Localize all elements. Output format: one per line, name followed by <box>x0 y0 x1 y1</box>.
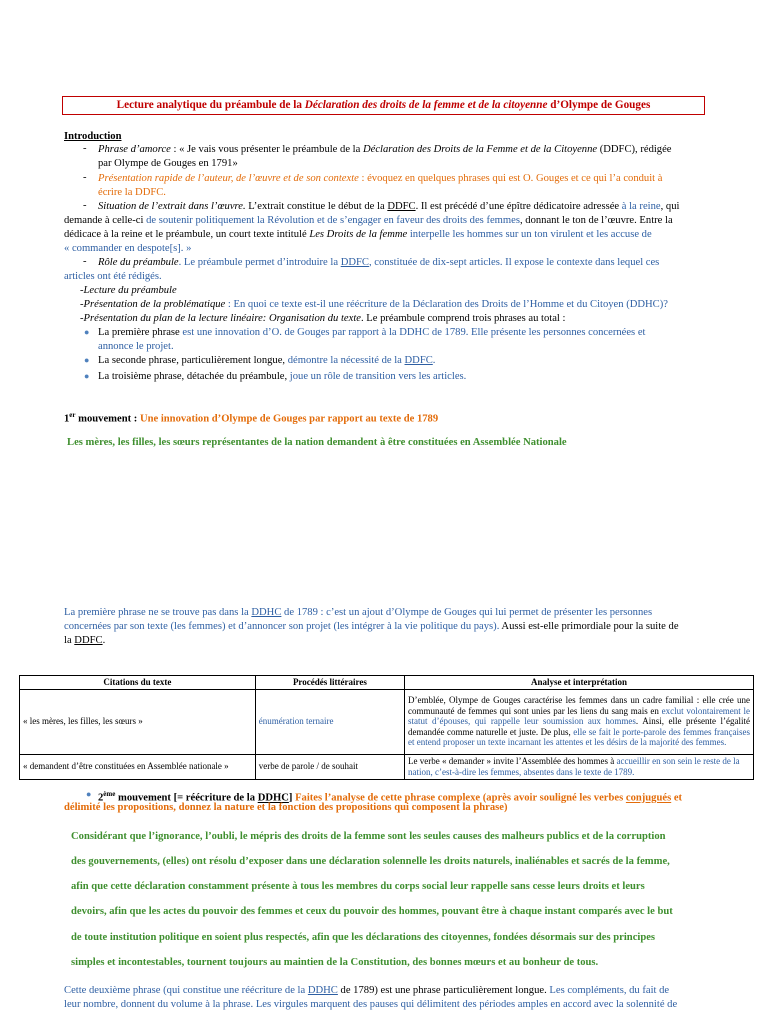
movement-1-line-1: La première phrase ne se trouve pas dans la DDHC de 1789 : c’est un ajout d’Olympe de Gouges qui lui permet de présenter les personnes <box>64 607 653 618</box>
intro-line-5: dédicace à la reine et le préambule, un court texte intitulé Les Droits de la femme interpelle les hommes sur un ton virulent et les accuse de <box>64 229 652 240</box>
green-text-line: de toute institution politique en soient plus respectés, afin que les déclarations des citoyennes, fondées désormais sur des principes <box>71 932 656 943</box>
table-row <box>20 754 754 779</box>
dash-marker: - <box>83 172 87 183</box>
intro-heading: Introduction <box>64 131 122 142</box>
intro-line-10: -Présentation de la problématique : En quoi ce texte est-il une réécriture de la Déclaration des Droits de l’Homme et du Citoyen (DDHC)? <box>80 299 668 310</box>
intro-line-1b: par Olympe de Gouges en 1791» <box>98 158 238 169</box>
intro-line-11: -Présentation du plan de la lecture linéaire: Organisation du texte. Le préambule comprend trois phrases au total : <box>80 313 566 324</box>
dash-marker: - <box>83 143 87 154</box>
movement-1-line-2: concernées par son texte (les femmes) et d’annoncer son projet (les intégrer à la vie politique du pays). Aussi est-elle primordiale pour la suite de <box>64 621 679 632</box>
intro-line-2: Présentation rapide de l’auteur, de l’œuvre et de son contexte : évoquez en quelques phrases qui est O. Gouges et ce qui l’a conduit à <box>98 173 663 184</box>
table-header: Procédés littéraires <box>255 676 404 690</box>
plan-item-1: La première phrase est une innovation d’O. de Gouges par rapport à la DDHC de 1789. Elle présente les personnes concernées et <box>98 327 646 338</box>
plan-item-1b: annonce le projet. <box>98 341 174 352</box>
table-cell-analysis: D’emblée, Olympe de Gouges caractérise les femmes dans un cadre familial : elle crée une communauté de femmes qui sont unies par les liens du sang mais en exclut volontairement le statut d’épouses, qui rappelle leur soumission aux hommes. Ainsi, elle présente l’égalité demandée comme naturelle et juste. De plus, elle se fait le porte-parole des femmes françaises et entend proposer un texte incarnant les attentes et les désirs de la majorité des femmes. <box>405 689 754 754</box>
intro-line-2b: écrire la DDFC. <box>98 187 166 198</box>
intro-line-8: articles ont été rédigés. <box>64 271 162 282</box>
green-text-line: Considérant que l’ignorance, l’oubli, le mépris des droits de la femme sont les seules causes des malheurs publics et de la corruption <box>71 831 666 842</box>
green-text-line: des gouvernements, (elles) ont résolu d’exposer dans une déclaration solennelle les droits naturels, inaliénables et sacrés de la femme, <box>71 856 670 867</box>
movement-1-line-3: la DDFC. <box>64 635 106 646</box>
movement-1-heading: 1er mouvement : Une innovation d’Olympe de Gouges par rapport au texte de 1789 <box>64 411 439 425</box>
green-text-line: afin que cette déclaration constamment présente à tous les membres du corps social leur rappelle sans cesse leurs droits et leurs <box>71 881 645 892</box>
table-cell-analysis: Le verbe « demander » invite l’Assemblée des hommes à accueillir en son sein le reste de la nation, c’est-à-dire les femmes, absentes dans le texte de 1789. <box>405 754 754 779</box>
movement-2-line-1: Cette deuxième phrase (qui constitue une réécriture de la DDHC de 1789) est une phrase particulièrement longue. Les compléments, du fait de <box>64 985 670 996</box>
intro-line-6: « commander en despote[s]. » <box>64 243 192 254</box>
bullet-icon: ● <box>84 371 90 381</box>
table-cell-citation: « les mères, les filles, les sœurs » <box>20 689 256 754</box>
dash-marker: - <box>83 256 87 267</box>
table-cell-citation: « demandent d’être constituées en Assemblée nationale » <box>20 754 256 779</box>
intro-line-3: Situation de l’extrait dans l’œuvre. L’extrait constitue le début de la DDFC. Il est précédé d’une épître dédicatoire adressée à la reine, qui <box>98 201 680 212</box>
table-cell-procede: énumération ternaire <box>255 689 404 754</box>
bullet-icon: ● <box>86 789 92 799</box>
green-text-line: devoirs, afin que les actes du pouvoir des femmes et ceux du pouvoir des hommes, pouvant être à chaque instant comparés avec le but <box>71 906 673 917</box>
dash-marker: - <box>83 200 87 211</box>
bullet-icon: ● <box>84 327 90 337</box>
movement-2-task: délimité les propositions, donnez la nature et la fonction des propositions qui composent la phrase) <box>64 802 508 813</box>
table-row <box>20 689 754 754</box>
plan-item-2: La seconde phrase, particulièrement longue, démontre la nécessité de la DDFC. <box>98 355 436 366</box>
table-header: Citations du texte <box>20 676 256 690</box>
intro-line-9: -Lecture du préambule <box>80 285 177 296</box>
movement-1-quote: Les mères, les filles, les sœurs représentantes de la nation demandent à être constituées en Assemblée Nationale <box>67 437 567 448</box>
page-title <box>62 96 705 115</box>
movement-2-heading: 2ème mouvement [= réécriture de la DDHC] Faites l’analyse de cette phrase complexe (après avoir souligné les verbes conjugués et <box>98 790 683 804</box>
intro-line-7: Rôle du préambule. Le préambule permet d’introduire la DDFC, constituée de dix-sept articles. Il expose le contexte dans lequel ces <box>98 257 660 268</box>
title-text-end: d’Olympe de Gouges <box>547 99 651 111</box>
movement-2-line-2: leur nombre, donnent du volume à la phrase. Les virgules marquent des pauses qui délimitent des périodes amples en accord avec la solennité de <box>64 999 678 1010</box>
analysis-table <box>19 675 754 780</box>
title-text-italic: Déclaration des droits de la femme et de la citoyenne <box>304 99 548 111</box>
intro-line-1: Phrase d’amorce : « Je vais vous présenter le préambule de la Déclaration des Droits de la Femme et de la Citoyenne (DDFC), rédigée <box>98 144 672 155</box>
title-text: Lecture analytique du préambule de la <box>116 99 305 111</box>
green-text-line: simples et incontestables, tournent toujours au maintien de la Constitution, des bonnes mœurs et au bonheur de tous. <box>71 957 599 968</box>
table-header-row <box>20 676 754 690</box>
plan-item-3: La troisième phrase, détachée du préambule, joue un rôle de transition vers les articles. <box>98 371 467 382</box>
table-header: Analyse et interprétation <box>405 676 754 690</box>
table-cell-procede: verbe de parole / de souhait <box>255 754 404 779</box>
intro-line-4: demande à celle-ci de soutenir politiquement la Révolution et de s’engager en faveur des droits des femmes, donnant le ton de l’œuvre. Entre la <box>64 215 673 226</box>
bullet-icon: ● <box>84 355 90 365</box>
